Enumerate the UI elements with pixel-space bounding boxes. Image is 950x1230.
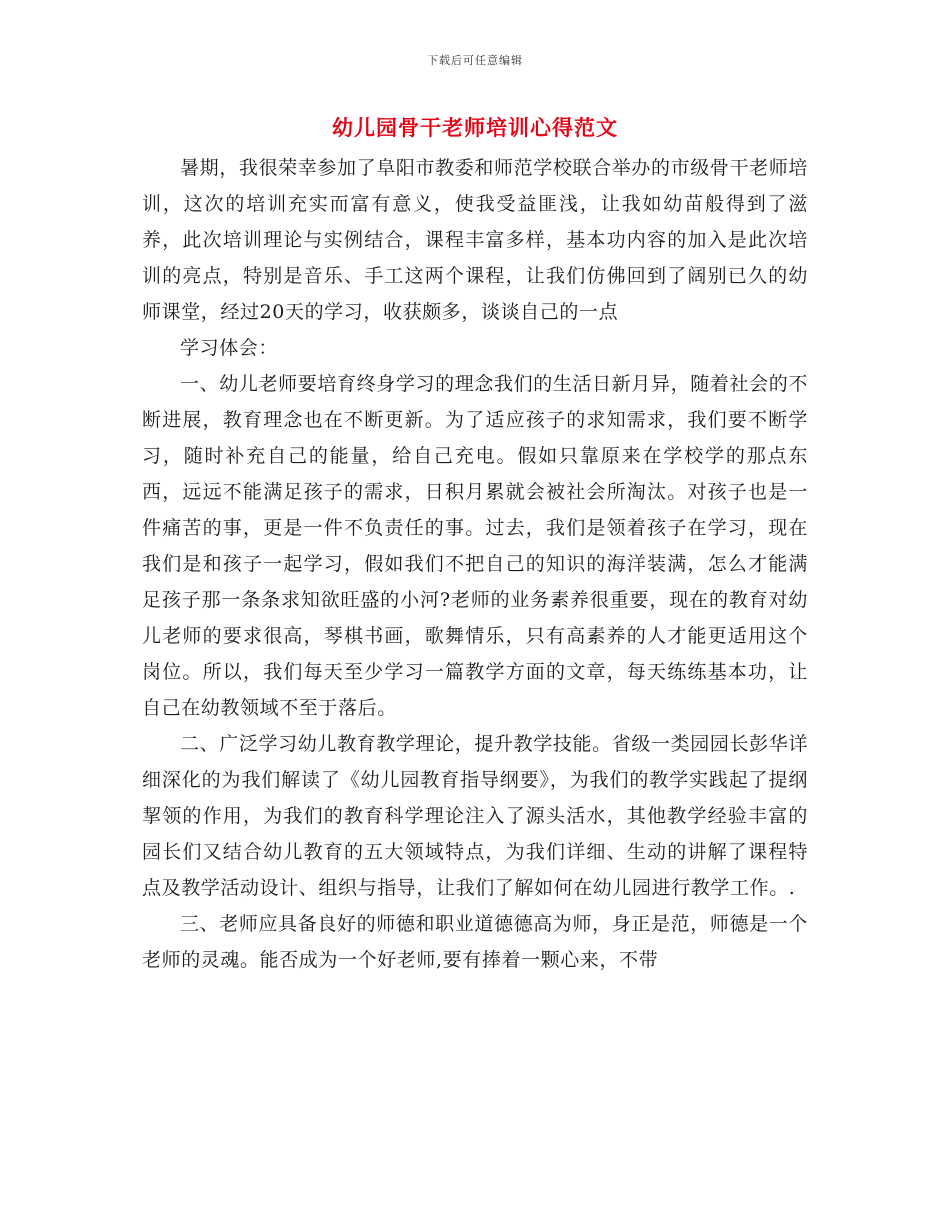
document-body — [142, 150, 808, 978]
document-title: 幼儿园骨干老师培训心得范文 — [332, 116, 618, 140]
paragraph-intro: 暑期，我很荣幸参加了阜阳市教委和师范学校联合举办的市级骨干老师培训，这次的培训充实而富有意义，使我受益匪浅，让我如幼苗般得到了滋养，此次培训理论与实例结合，课程丰富多样，基本功内容的加入是此次培训的亮点，特别是音乐、手工这两个课程，让我们仿佛回到了阔别已久的幼师课堂，经过20天的学习，收获颇多，谈谈自己的一点 — [142, 157, 808, 323]
paragraph-section-2: 二、广泛学习幼儿教育教学理论，提升教学技能。省级一类园园长彭华详细深化的为我们解读了《幼儿园教育指导纲要》，为我们的教学实践起了提纲挈领的作用，为我们的教育科学理论注入了源头活水，其他教学经验丰富的园长们又结合幼儿教育的五大领域特点，为我们详细、生动的讲解了课程特点及教学活动设计、组织与指导，让我们了解如何在幼儿园进行教学工作。. — [142, 733, 808, 899]
paragraph-heading: 学习体会： — [180, 337, 279, 359]
paragraph-section-1: 一、幼儿老师要培育终身学习的理念我们的生活日新月异，随着社会的不断进展，教育理念也在不断更新。为了适应孩子的求知需求，我们要不断学习，随时补充自己的能量，给自己充电。假如只靠原来在学校学的那点东西，远远不能满足孩子的需求，日积月累就会被社会所淘汰。对孩子也是一件痛苦的事，更是一件不负责任的事。过去，我们是领着孩子在学习，现在我们是和孩子一起学习，假如我们不把自己的知识的海洋装满，怎么才能满足孩子那一条条求知欲旺盛的小河?老师的业务素养很重要，现在的教育对幼儿老师的要求很高，琴棋书画，歌舞情乐，只有高素养的人才能更适用这个岗位。所以，我们每天至少学习一篇教学方面的文章，每天练练基本功，让自己在幼教领域不至于落后。 — [142, 373, 808, 719]
paragraph-section-3: 三、老师应具备良好的师德和职业道德德高为师，身正是范，师德是一个老师的灵魂。能否成为一个好老师,要有捧着一颗心来，不带 — [142, 913, 808, 971]
header-note: 下载后可任意编辑 — [427, 54, 523, 67]
